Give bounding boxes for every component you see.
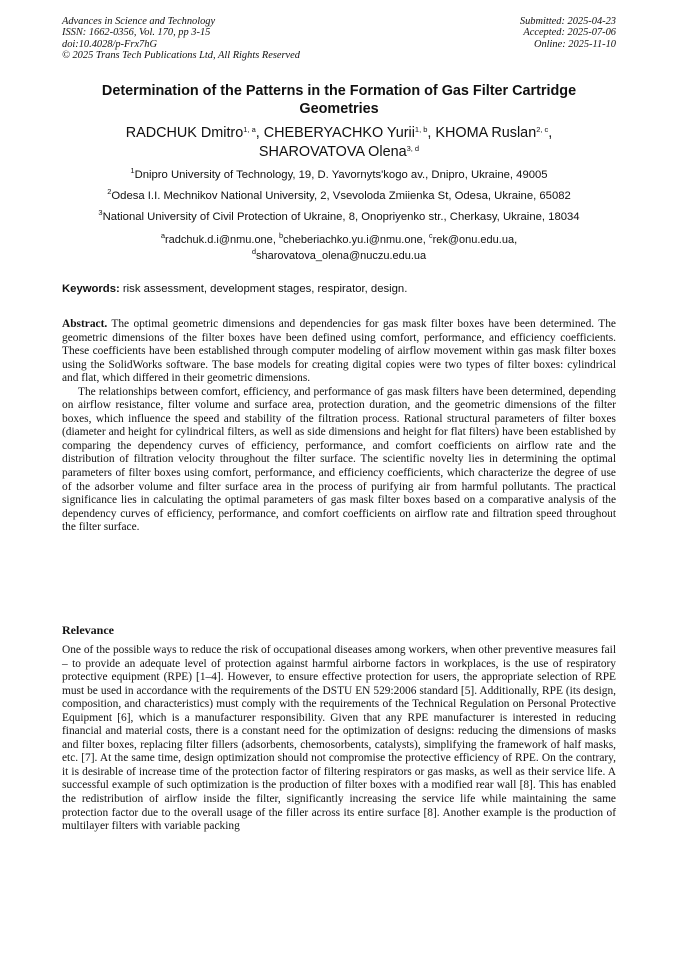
author-name: RADCHUK Dmitro (125, 125, 244, 141)
journal-info (62, 16, 300, 62)
affiliation-sup: 1 (130, 166, 135, 175)
affiliation-sup: 3 (98, 208, 103, 217)
author-sup: 1, b (414, 125, 428, 134)
author-sup: 2, c (536, 125, 549, 134)
email-link[interactable]: rek@onu.edu.ua (432, 234, 515, 246)
author-sup: 3, d (406, 144, 420, 153)
email-list: $^a$radchuk.d.i@nmu.one, $^b$cheberiachko.yu.i@nmu.one, $^c$rek@onu.edu.ua, $^d$sharovatova_olena@nuczu.edu.ua (160, 231, 518, 262)
journal-name: Advances in Science and Technology (62, 16, 216, 27)
abstract (62, 318, 616, 535)
keywords (62, 282, 616, 296)
abstract-text: The optimal geometric dimensions and dependencies for gas mask filter boxes have been determined. The geometric dimensions of the filter boxes have been defined using comfort, performance, and efficiency coefficients. These coefficients have been established through computer modeling of airflow movement within gas mask filter boxes using the SolidWorks software. The base models for creating digital copies were two types of filter boxes: cylindrical and flat, which differed in their geometric dimensions. (62, 318, 616, 385)
email-sup: d (251, 247, 256, 256)
relevance-paragraph: One of the possible ways to reduce the risk of occupational diseases among workers, when other preventive measures fail – to provide an adequate level of protection against harmful airborne factors in workplaces, is the use of respiratory protective equipment (RPE) [1–4]. However, to ensure effective protection for users, the appropriate selection of RPE must be used in accordance with the requirements of the DSTU EN 529:2006 standard [5]. Additionally, RPE (its design, composition, and characteristics) must comply with the requirements of the Technical Regulation on Personal Protective Equipment [6], which is a manufacturer responsibility. Given that any RPE manufacturer is interested in reducing financial and material costs, there is a constant need for the optimization of designs: reducing the dimensions of masks and filter boxes, replacing filter fillers (adsorbents, chemosorbents, catalysts), simplifying the framework of half masks, etc. [7]. At the same time, design optimization should not compromise the protective efficiency of RPE. On the contrary, it is desirable of increase time of the protection factor of filtering respirators or gas masks, as well as their service life. A successful example of such optimization is the production of filter boxes with a modified rear wall [8]. This has enabled the redistribution of airflow inside the filter, significantly increasing the service life while maintaining the same protection factor due to the overall usage of the filler across its entire surface [8]. Another example is the production of multilayer filters with variable packing (62, 644, 616, 833)
affiliation-sup: 2 (107, 187, 112, 196)
email-link[interactable]: radchuk.d.i@nmu.one (165, 234, 273, 246)
author-sup: 1, a (243, 125, 256, 134)
abstract-label: Abstract. (62, 318, 108, 330)
relevance-section (62, 644, 616, 834)
copyright: © 2025 Trans Tech Publications Ltd, All Rights Reserved (62, 50, 300, 62)
keywords-text: risk assessment, development stages, respirator, design. (122, 283, 408, 295)
affiliation-text: Odesa I.I. Mechnikov National University, 2, Vsevoloda Zmiienka St, Odesa, Ukraine, 65082 (111, 190, 571, 202)
submitted-date: Submitted: 2025-04-23 (519, 16, 616, 27)
affiliation (40, 189, 638, 203)
email-sup: a (160, 231, 166, 240)
issn: ISSN: 1662-0356, Vol. 170, pp 3-15 (62, 27, 211, 39)
author-name: CHEBERYACHKO Yurii (263, 125, 415, 141)
keywords-label: Keywords: (62, 283, 120, 295)
abstract-paragraph: The relationships between comfort, efficiency, and performance of gas mask filters have been determined, depending on airflow resistance, filter volume and surface area, protection duration, and the geometric dimensions of the filter boxes, which influence the speed and stability of the filtration process. Rational structural parameters of filter boxes (diameter and height for cylindrical filters, as well as side dimensions and height for flat filters) have been established by comparing the dependency curves of efficiency, performance, and comfort coefficients on airflow rate and the distribution of filtration velocity throughout the filter surface. The scientific novelty lies in determining the optimal parameters of filter boxes using comfort, performance, and efficiency coefficients, which characterize the degree of use of the adsorber volume and filter surface area in the process of purifying air from harmful pollutants. The practical significance lies in calculating the optimal parameters of gas mask filter boxes based on a comparative analysis of the dependency curves of efficiency, performance, and comfort coefficients on airflow rate and filtration speed throughout the filter surface. (62, 385, 616, 534)
section-heading-relevance: Relevance (62, 623, 114, 637)
online-date: Online: 2025-11-10 (533, 38, 616, 50)
affiliation-text: National University of Civil Protection of Ukraine, 8, Onopriyenko str., Cherkasy, Ukraine, 18034 (102, 211, 580, 223)
author-list: RADCHUK Dmitro$^{1, a}$, CHEBERYACHKO Yurii$^{1, b}$, KHOMA Ruslan$^{2, c}$, SHAROVATOVA Olena$^{3, d}$ (125, 125, 553, 160)
email-link[interactable]: sharovatova_olena@nuczu.edu.ua (255, 250, 427, 262)
author-name: KHOMA Ruslan (435, 125, 537, 141)
dates-info (520, 16, 616, 50)
abstract-paragraph (62, 318, 616, 386)
email-sup: c (428, 231, 433, 240)
accepted-date: Accepted: 2025-07-06 (523, 27, 616, 39)
email-sup: b (278, 231, 284, 240)
paper-title: Determination of the Patterns in the Formation of Gas Filter Cartridge Geometries (101, 83, 577, 117)
affiliation-text: Dnipro University of Technology, 19, D. Yavornyts'kogo av., Dnipro, Ukraine, 49005 (134, 169, 548, 181)
affiliation (40, 210, 638, 224)
email-link[interactable]: cheberiachko.yu.i@nmu.one (283, 234, 423, 246)
affiliation (40, 168, 638, 182)
author-name: SHAROVATOVA Olena (258, 144, 407, 160)
doi: doi:10.4028/p-Frx7hG (62, 38, 157, 50)
